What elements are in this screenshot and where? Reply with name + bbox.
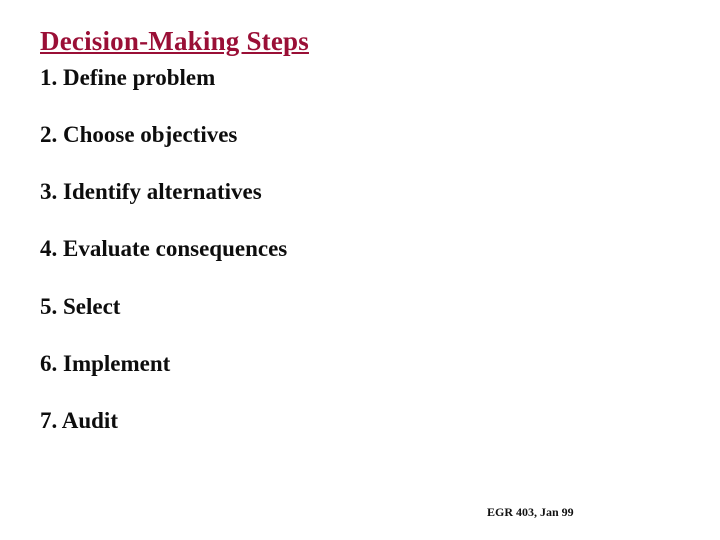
- steps-list: [40, 66, 680, 466]
- list-item: 4. Evaluate consequences: [40, 236, 288, 262]
- list-item: 5. Select: [40, 293, 121, 319]
- page-title: Decision-Making Steps: [40, 26, 309, 56]
- list-item: 7. Audit: [40, 407, 118, 433]
- list-item: 1. Define problem: [40, 65, 216, 90]
- slide-footer-note: EGR 403, Jan 99: [487, 505, 574, 519]
- list-item: 6. Implement: [40, 350, 171, 376]
- list-item: 3. Identify alternatives: [40, 179, 262, 205]
- list-item: 2. Choose objectives: [40, 122, 238, 148]
